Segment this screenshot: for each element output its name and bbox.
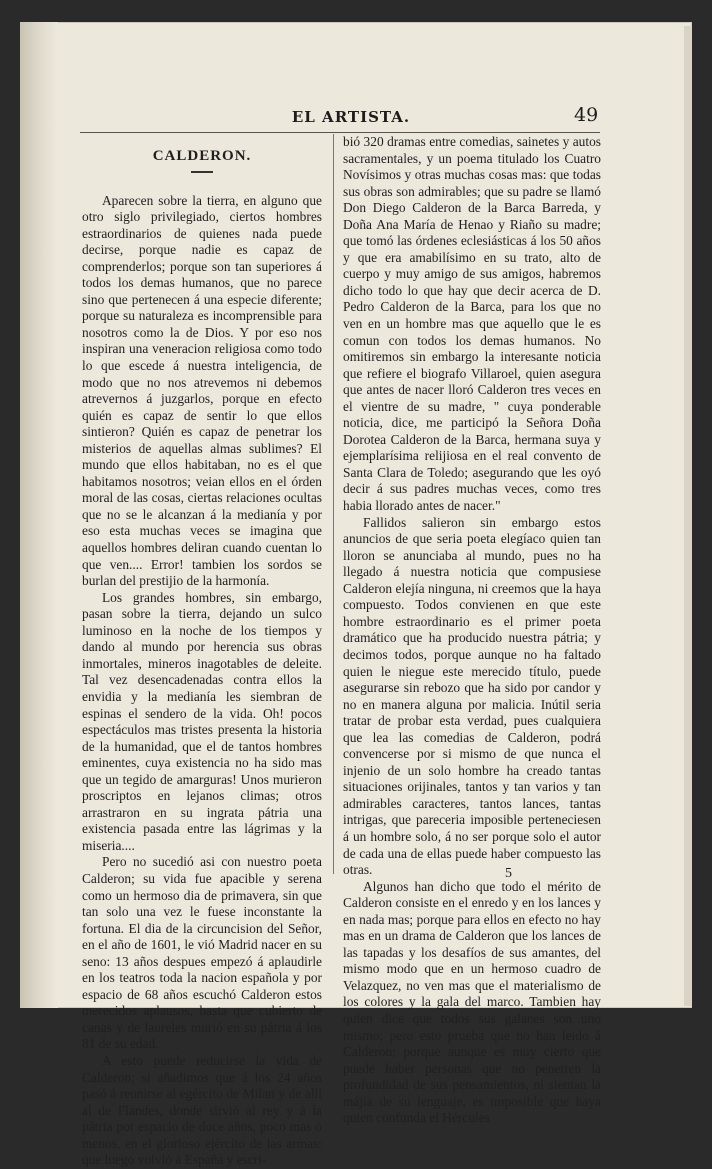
column-divider: [333, 134, 334, 874]
left-column: [82, 148, 322, 1169]
right-column: [343, 134, 601, 1127]
page-number: 49: [574, 104, 599, 126]
header-rule: [80, 132, 600, 133]
paragraph: bió 320 dramas entre comedias, sainetes y autos sacramentales, y un poema titulado los Cuatro Novísimos y otras muchas cosas mas: que todas sus obras son admirables; que su padre se llamó Don Diego Calderon de la Barca Barreda, y Doña Ana María de Henao y Riaño su madre; que tomó las órdenes eclesiásticas á los 50 años y que era amabilísimo en su trato, alto de cuerpo y muy amigo de sus amigos, habremos dicho todo lo que hay que decir acerca de D. Pedro Calderon de la Barca, para los que no ven en un hombre mas que aquello que le es comun con todos los demas humanos. No omitiremos sin embargo la interesante noticia que refiere el biografo Villaroel, quien asegura que antes de nacer lloró Calderon tres veces en el vientre de su madre, " cuya ponderable noticia, dice, me participó la Señora Doña Dorotea Calderon de la Barca, hermana suya y ejemplarísima relijiosa en el real convento de Santa Clara de Toledo; asegurando que les oyó decir á sus padres muchas veces, como tres habia llorado antes de nacer.": [343, 134, 601, 514]
paragraph: Pero no sucedió asi con nuestro poeta Calderon; su vida fue apacible y serena como un hermoso dia de primavera, sin que tan solo una vez le fuese inconstante la fortuna. El dia de la circuncision del Señor, en el año de 1601, le vió Madrid nacer en su seno: 13 años despues empezó á aplaudirle en los teatros toda la nacion española y por espacio de 68 años escuchó Calderon estos merecidos aplausos, hasta que cubierto de canas y de laureles murió en su pátria á los 81 de su edad.: [82, 854, 322, 1052]
paragraph: Los grandes hombres, sin embargo, pasan sobre la tierra, dejando un sulco luminoso en la noche de los tiempos y dando al mundo por herencia sus obras inmortales, mineros inagotables de deleite. Tal vez desencadenadas contra ellos la envidia y la medianía les siembran de espinas el sendero de la vida. Oh! pocos espectáculos mas tristes presenta la historia de la humanidad, que el de tantos hombres eminentes, cuya existencia no ha sido mas que un tegido de amarguras! Unos murieron proscriptos en lejanos climas; otros arrastraron en su ingrata pátria una existencia pasada entre las lágrimas y la miseria....: [82, 589, 322, 853]
binding-gutter: [20, 22, 58, 1008]
paragraph: Algunos han dicho que todo el mérito de Calderon consiste en el enredo y en los lances y en nada mas; porque para ellos en efecto no hay mas en un drama de Calderon que los lances de las tapadas y los desafíos de sus amantes, del mismo modo que en un hermoso cuadro de Velazquez, no ven mas que el materialismo de los colores y la gala del marco. Tambien hay quien dice que todos sus galanes son uno mismo; pero esto prueba que no han leido á Calderon; porque aunque es muy cierto que puede haber personas que no penetren la profundidad de sus pensamientos, ni sientan la májia de su lenguaje, es imposible que haya quien confunda el Hércules: [343, 878, 601, 1126]
running-head: EL ARTISTA.: [291, 108, 411, 126]
title-rule: [191, 171, 213, 173]
paragraph: Aparecen sobre la tierra, en alguno que otro siglo privilegiado, ciertos hombres estraordinarios de quienes nada puede decirse, porque nadie es capaz de comprenderlos; porque son tan superiores á todos los demas humanos, que no parece sino que pertenecen á una especie diferente; porque su naturaleza es incomprensible para nosotros como la de Dios. Y por eso nos inspiran una veneracion religiosa como todo lo que escede á nuestra inteligencia, de modo que no nos atrevemos ni debemos atrevernos á juzgarlos, porque en efecto quién es capaz de sentir lo que ellos sintieron? Quién es capaz de penetrar los misterios de aquellas almas sublimes? El mundo que ellos habitaban, no es el que habitamos nosotros; veian ellos en el órden moral de las cosas, ciertas relaciones ocultas que no se le alcanzan á la medianía y por eso esta muchas veces se imagina que aquellos hombres deliran cuando cuentan lo que ven.... Error! tambien los sordos se burlan del prestijio de la harmonía.: [82, 192, 322, 589]
paragraph: Fallidos salieron sin embargo estos anuncios de que seria poeta elegíaco quien tan lloron se anunciaba al mundo, pues no ha llegado á nuestra noticia que compusiese Calderon elejía ninguna, ni creemos que la haya compuesto. Todos convienen en que este hombre estraordinario es el primer poeta dramático que ha producido nuestra pátria; y decimos todos, porque aunque no ha faltado quien le niegue este merecido título, puede asegurarse sin rebozo que ha sido por candor y no en manera alguna por malicia. Inútil seria tratar de probar esta verdad, pues cualquiera que lea las comedias de Calderon, podrá convencerse por si mismo de que nunca el injenio de un solo hombre ha creado tantas situaciones orijinales, tantos y tan varios y tan admirables caracteres, tantos lances, tantas intrigas, que pareceria imposible perteneciesen á un hombre solo, á no ser porque solo el autor de cada una de ellas puede haber compuesto las otras.: [343, 514, 601, 878]
article-title: CALDERON.: [152, 148, 252, 164]
page-edge: [684, 26, 692, 1006]
signature-mark: 5: [505, 866, 512, 881]
paragraph: A esto puede reducirse la vida de Calderon; si añadimos que á los 24 años pasó á reunirse al egército de Milan y de allí al de Flandes, donde sirvió al rey y á la pátria por espacio de doce años, poco mas ó menos, en el glorioso ejército de las armas: que luego volvió á España y escri-: [82, 1052, 322, 1168]
